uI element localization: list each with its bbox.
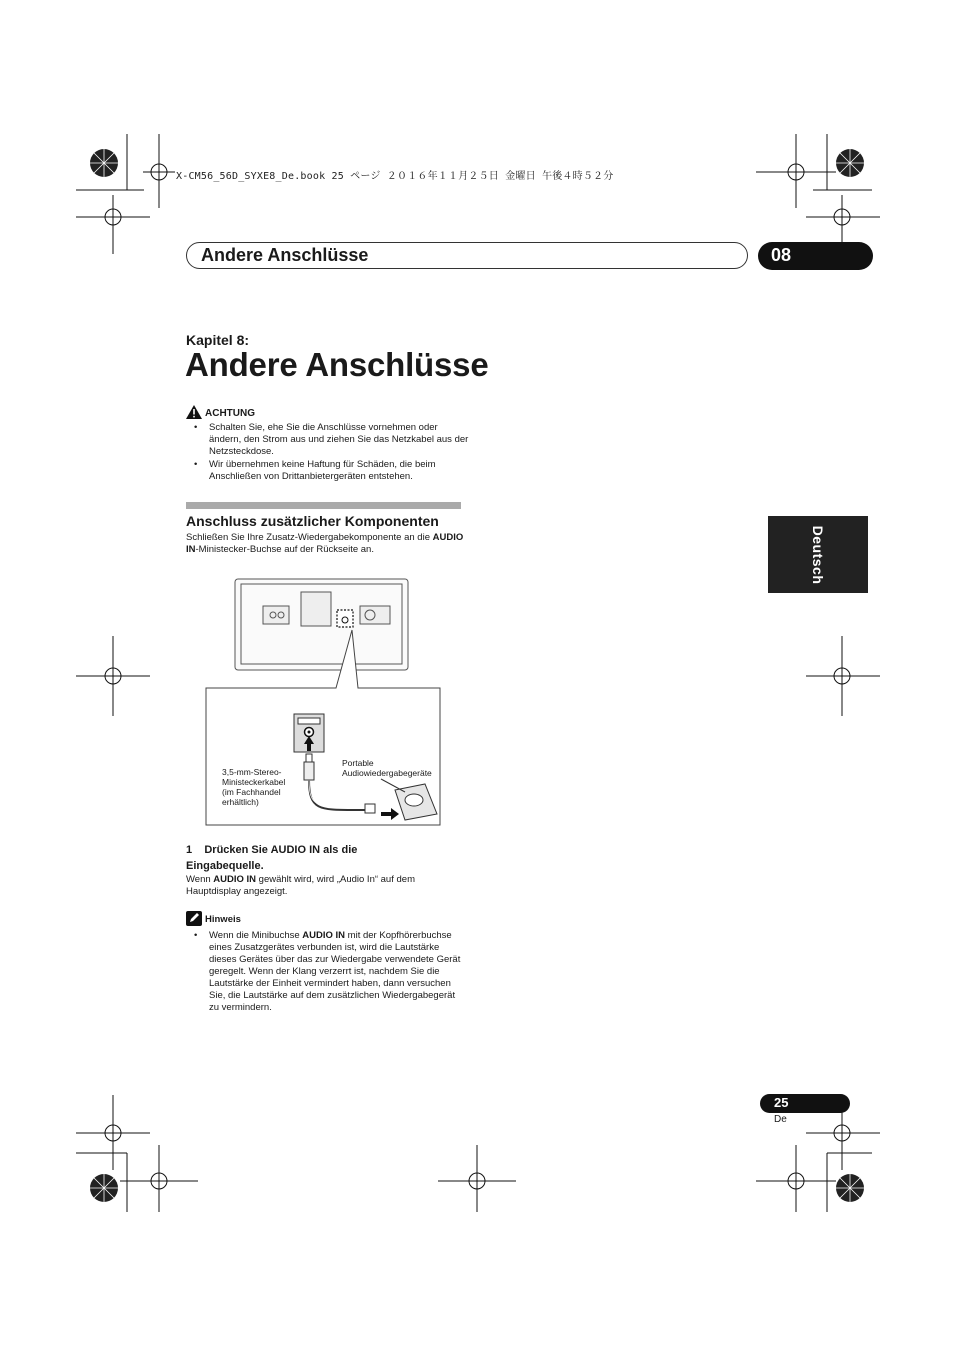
device-label: Portable Audiowiedergabegeräte: [342, 758, 432, 778]
chapter-header-title: Andere Anschlüsse: [201, 245, 369, 265]
chapter-header-bar: [186, 242, 748, 269]
chapter-label: Kapitel 8:: [186, 332, 250, 348]
cable-label: 3,5-mm-Stereo- Ministeckerkabel (im Fachhandel erhältlich): [222, 767, 286, 807]
warning-icon: [186, 405, 202, 419]
page-number-badge: [760, 1094, 850, 1113]
hint-item: • Wenn die Minibuchse AUDIO IN mit der Kopfhörerbuchse eines Zusatzgerätes verbunden ist, wird die Lautstärke dieses Gerätes über das zur Wiedergabe verwendete Gerät geregelt. Wenn der Klang verzerrt ist, nachdem Sie die Lautstärke der Einheit vermindert haben, dann versuchen Sie, die Lautstärke auf dem zusätzlichen Wiedergabegerät zu vermindern.: [194, 930, 464, 1014]
caution-item: • Schalten Sie, ehe Sie die Anschlüsse vornehmen oder ändern, den Strom aus und ziehen Sie das Netzkabel aus der Netzsteckdose.: [194, 422, 469, 458]
section-divider: [186, 502, 461, 509]
section-intro: Schließen Sie Ihre Zusatz-Wiedergabekomponente an die AUDIO IN-Ministecker-Buchse auf der Rückseite an.: [186, 532, 464, 555]
section-title: Anschluss zusätzlicher Komponenten: [186, 513, 439, 529]
caution-item: • Wir übernehmen keine Haftung für Schäden, die beim Anschließen von Drittanbietergeräten entstehen.: [194, 459, 469, 483]
hint-heading: [186, 911, 241, 926]
chapter-number: 08: [771, 245, 792, 265]
page-language-code: De: [774, 1114, 787, 1125]
language-tab-label: Deutsch: [810, 525, 826, 584]
book-info-line: X-CM56_56D_SYXE8_De.book 25 ページ ２０１６年１１月２５日 金曜日 午後４時５２分: [176, 171, 614, 182]
caution-list: [194, 422, 469, 484]
caution-heading: [186, 405, 255, 419]
caution-heading-text: ACHTUNG: [205, 408, 255, 419]
note-icon: [186, 911, 202, 926]
chapter-number-badge: [758, 242, 873, 270]
language-tab: [768, 516, 868, 593]
hint-list: [194, 930, 464, 1015]
step-text: Wenn AUDIO IN gewählt wird, wird „Audio In“ auf dem Hauptdisplay angezeigt.: [186, 874, 415, 897]
page-number: 25: [774, 1095, 789, 1110]
hint-heading-text: Hinweis: [205, 914, 241, 925]
step-heading: 1 Drücken Sie AUDIO IN als die Eingabequelle.: [186, 844, 358, 872]
page-title: Andere Anschlüsse: [185, 346, 489, 383]
